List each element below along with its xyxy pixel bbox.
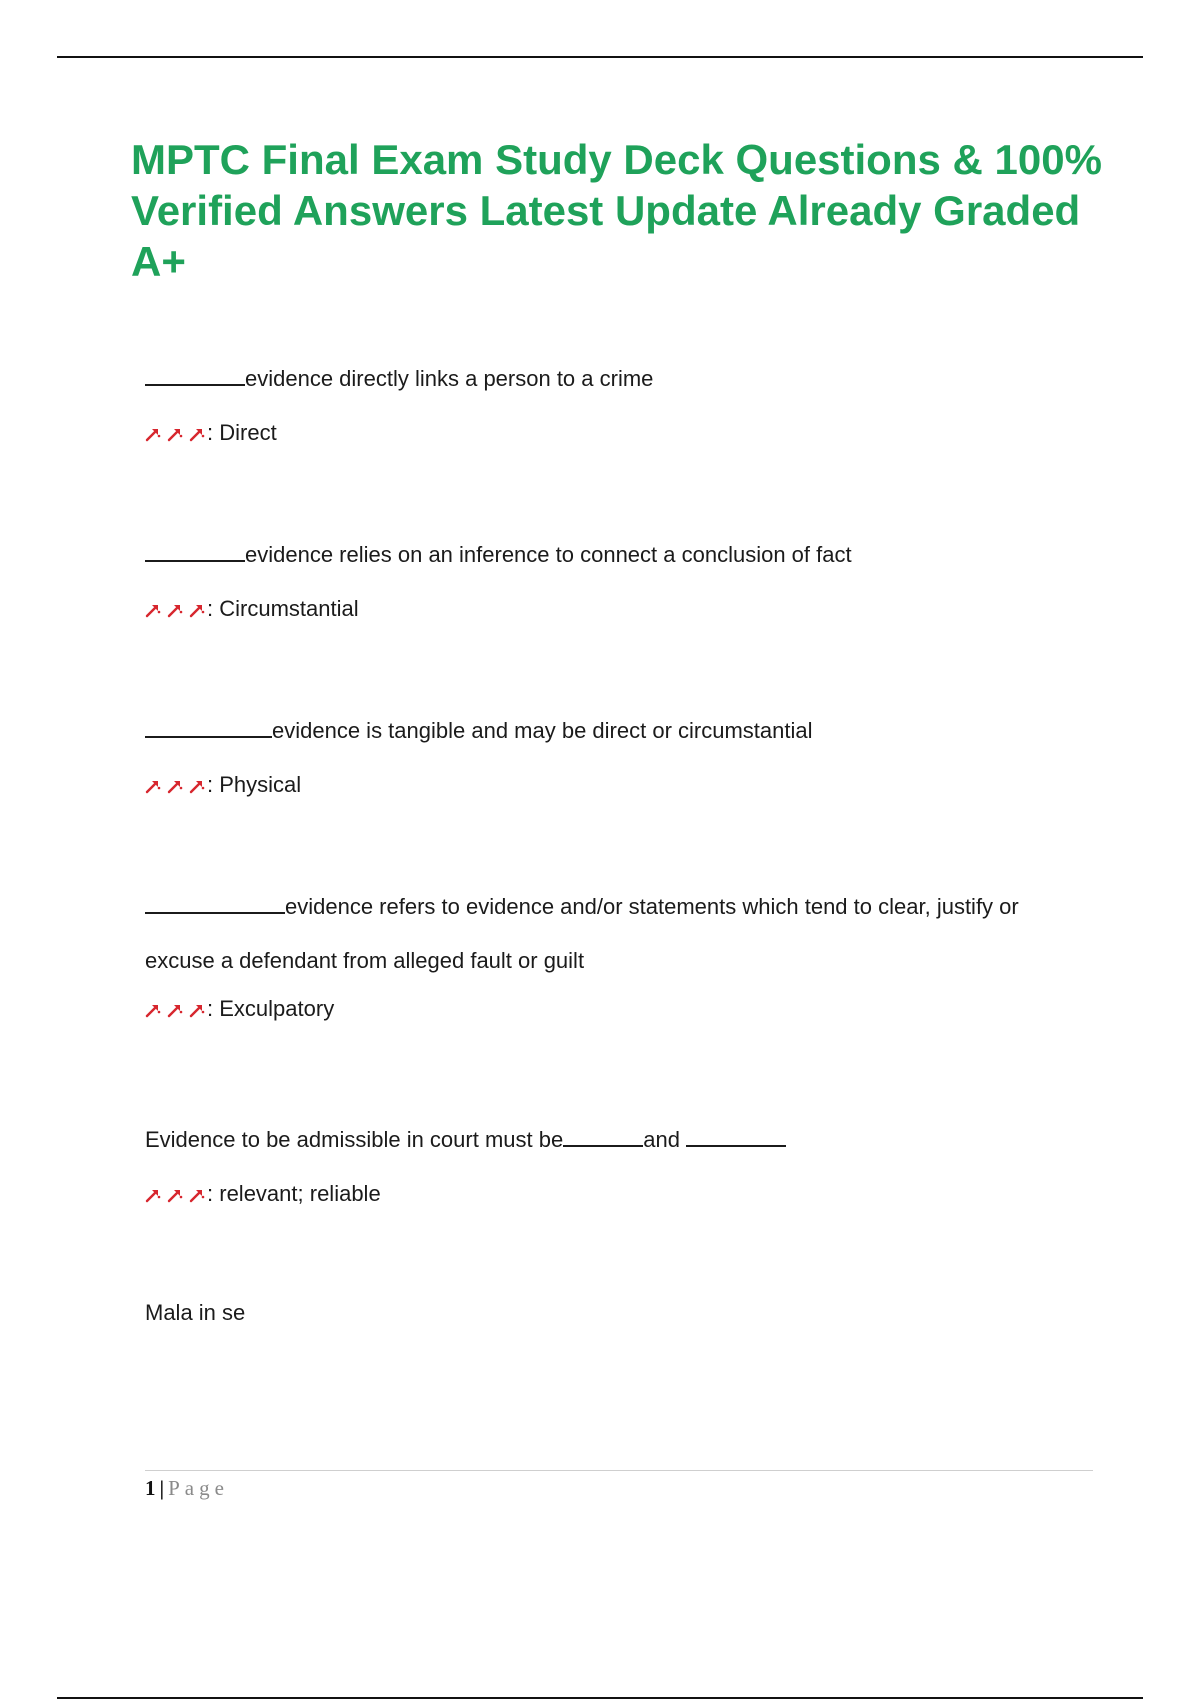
fill-in-blank: [145, 716, 272, 738]
red-arrow-icon: [167, 1187, 183, 1203]
page-number: 1: [145, 1476, 156, 1500]
fill-in-blank: [563, 1125, 643, 1147]
question-text: Mala in se: [145, 1300, 246, 1325]
top-rule: [57, 56, 1143, 58]
question-text: evidence is tangible and may be direct or circumstantial: [272, 718, 813, 743]
answer-prefix: :: [207, 996, 214, 1021]
document-title: MPTC Final Exam Study Deck Questions & 100% Verified Answers Latest Update Already Graded A+: [131, 136, 1102, 285]
question: [145, 716, 1085, 744]
question: [145, 1125, 1085, 1153]
question-text: evidence directly links a person to a crime: [245, 366, 654, 391]
question-text: Evidence to be admissible in court must be: [145, 1127, 564, 1152]
answer-prefix: :: [207, 596, 214, 621]
red-arrow-icon: [189, 1187, 205, 1203]
question-text: and: [643, 1127, 680, 1152]
footer-separator: |: [159, 1476, 165, 1500]
answer-marks: [145, 426, 205, 442]
answer-text: Direct: [219, 420, 277, 445]
red-arrow-icon: [189, 426, 205, 442]
answer-prefix: :: [207, 772, 214, 797]
fill-in-blank: [686, 1125, 786, 1147]
red-arrow-icon: [145, 1187, 161, 1203]
answer-marks: [145, 1002, 205, 1018]
red-arrow-icon: [167, 778, 183, 794]
answer-prefix: :: [207, 1181, 214, 1206]
answer-marks: [145, 778, 205, 794]
answer-prefix: :: [207, 420, 214, 445]
red-arrow-icon: [167, 1002, 183, 1018]
qa-item: [145, 1300, 1085, 1326]
question-text: evidence refers to evidence and/or statements which tend to clear, justify or excuse a defendant from alleged fault or guilt: [145, 894, 1019, 973]
page-label: Page: [168, 1476, 229, 1500]
bottom-rule: [57, 1697, 1143, 1699]
qa-item: [145, 364, 1085, 446]
fill-in-blank: [145, 364, 245, 386]
answer: [145, 996, 1085, 1022]
red-arrow-icon: [145, 602, 161, 618]
red-arrow-icon: [145, 778, 161, 794]
answer-marks: [145, 1187, 205, 1203]
red-arrow-icon: [189, 1002, 205, 1018]
qa-item: [145, 540, 1085, 622]
page-footer: [145, 1476, 229, 1501]
red-arrow-icon: [145, 1002, 161, 1018]
answer: [145, 596, 1085, 622]
fill-in-blank: [145, 892, 285, 914]
red-arrow-icon: [189, 602, 205, 618]
question: [145, 540, 1085, 568]
red-arrow-icon: [167, 602, 183, 618]
answer: [145, 772, 1085, 798]
answer: [145, 1181, 1085, 1207]
answer-text: Exculpatory: [219, 996, 335, 1021]
red-arrow-icon: [145, 426, 161, 442]
footer-rule: [145, 1470, 1093, 1471]
qa-item: [145, 880, 1085, 1022]
question: [145, 880, 1085, 988]
red-arrow-icon: [167, 426, 183, 442]
qa-item: [145, 716, 1085, 798]
red-arrow-icon: [189, 778, 205, 794]
fill-in-blank: [145, 540, 245, 562]
answer-marks: [145, 602, 205, 618]
question: [145, 364, 1085, 392]
answer: [145, 420, 1085, 446]
qa-item: [145, 1125, 1085, 1207]
answer-text: relevant; reliable: [219, 1181, 381, 1206]
answer-text: Circumstantial: [219, 596, 359, 621]
question-text: evidence relies on an inference to connect a conclusion of fact: [245, 542, 852, 567]
answer-text: Physical: [219, 772, 302, 797]
